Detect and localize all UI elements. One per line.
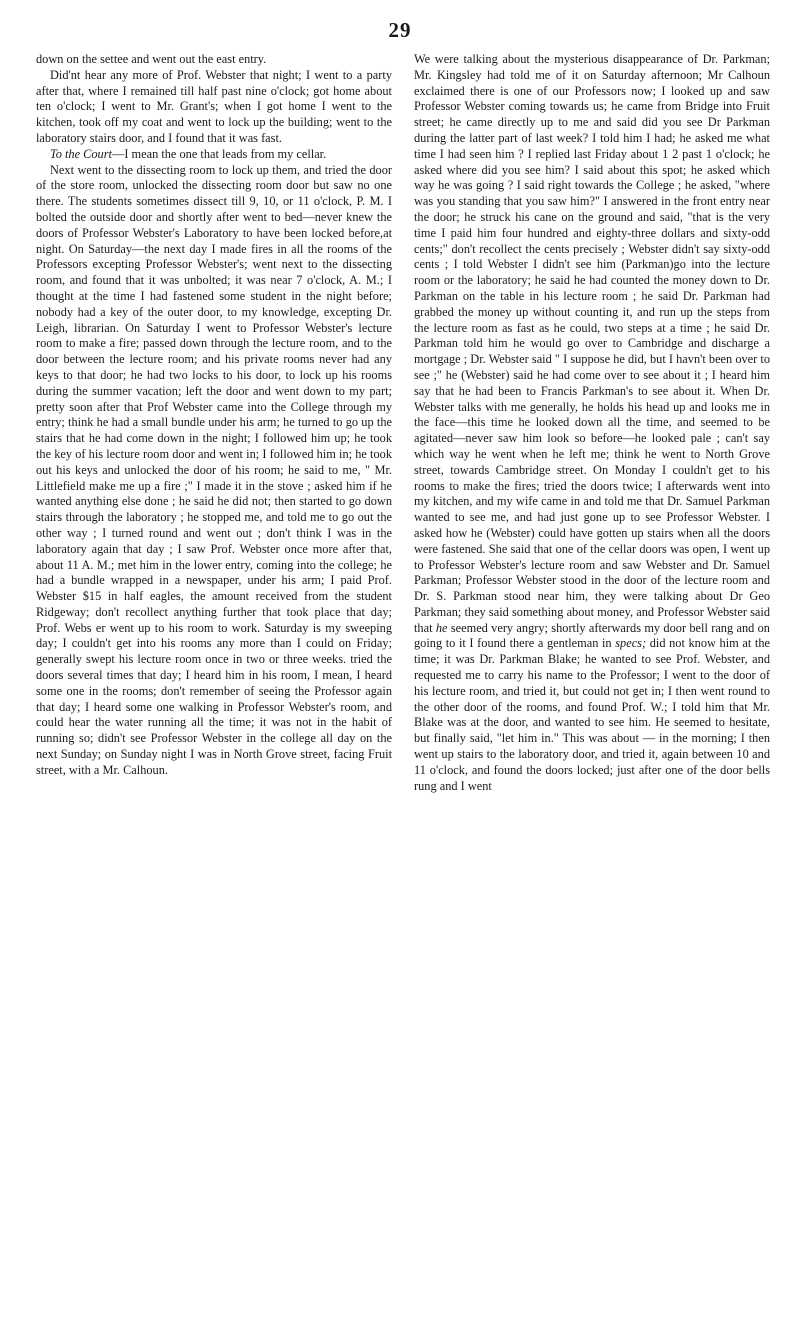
left-paragraph-3-text: —I mean the one that leads from my cellar. — [111, 146, 327, 161]
right-paragraph-1-end: did not know him at the time; it was Dr. Parkman Blake; he wanted to see Prof. Webster, and requested me to carry his name to the Professor; I went to the door of his lecture room, and tried it, but could not get in; I then went round to the other door of the rooms, and found Prof. W.; I told him that Mr. Blake was at the door, and wanted to see him. He seemed to hesitate, but finally said, "let him in." This was about — in the morning; I then went up stairs to the laboratory door, and tried it, again between 10 and 11 o'clock, and found the doors locked; just after one of the door bells rung and I went — [414, 636, 770, 793]
italic-specs: specs; — [615, 636, 647, 651]
right-paragraph-1-text: We were talking about the mysterious disappearance of Dr. Parkman; Mr. Kingsley had told me of it on Saturday afternoon; Mr Calhoun exclaimed there is one of our Professors now; I looked up and saw Professor Webster coming towards us; he came from Bridge into Fruit street; he came directly up to me and said did you see Dr Parkman during the latter part of last week? I told him I had; he asked me what time I had seen him ? I replied last Friday about 1 2 past 1 o'clock; he asked where did you see him? I said about this spot; he asked which way he was going ? I said right towards the College ; he asked, "where was you standing that you saw him?" I answered in the front entry near the door; he struck his cane on the ground and said, "that is the very time I paid him four hundred and eighty-three dollars and sixty-odd cents;" don't recollect the cents precisely ; Webster didn't say sixty-odd cents ; I told Webster I didn't see him (Parkman)go into the lecture room or the laboratory; he said he had counted the money down to Dr. Parkman on the table in his lecture room ; he said Dr. Parkman had grabbed the money up without counting it, and run up the steps from the lecture room as fast as he could, two steps at a time ; he said Dr. Parkman told him he would go over to Cambridge and discharge a mortgage ; Dr. Webster said " I suppose he did, but I havn't been over to see ;" he (Webster) said he had come over to see about it ; I heard him say that he had been to Francis Parkman's to see about it. When Dr. Webster talks with me generally, he holds his head up and looks me in the face—this time he looked down all the time, and seemed to be agitated—never saw him look so before—he looked pale ; can't say which way he went when he left me; think he went to North Grove street, towards Cambridge street. On Monday I couldn't get to his rooms to make the fires; tried the doors twice; I afterwards went into my kitchen, and my wife came in and told me that Dr. Samuel Parkman wanted to see me, and had just gone up to see Professor Webster. I asked how he (Webster) could have gotten up stairs when all the doors were fastened. She said that one of the cellar doors was open, I went up to Professor Webster's lecture room and saw Webster and Dr. Samuel Parkman; Professor Webster stood in the door of the lecture room and Dr. S. Parkman stood near him, they were talking about Dr Geo Parkman; they said something about money, and Professor Webster said that — [414, 52, 770, 635]
italic-he: he — [435, 620, 448, 635]
page-number: 29 — [388, 18, 412, 42]
left-column — [36, 52, 392, 1306]
left-paragraph-2: Did'nt hear any more of Prof. Webster that night; I went to a party after that, where I remained till half past nine o'clock; got home about ten o'clock; I went to Mr. Grant's; when I got home I went to the kitchen, took off my coat and went to lock up the building; went to the laboratory stairs door, and I found that it was fast. — [36, 67, 392, 145]
right-paragraph-1-tail: seemed very angry; shortly afterwards my door bell rang and on going to it I found there a gentleman in — [414, 620, 770, 651]
left-paragraph-4: Next went to the dissecting room to lock up them, and tried the door of the store room, unlocked the dissecting room door but saw no one there. The students sometimes dissect till 9, 10, or 11 o'clock, P. M. I bolted the outside door and shortly after went to bed—never knew the doors of Professor Webster's Laboratory to have been locked before,at night. On Saturday—the next day I made fires in all the rooms of the Professors excepting Professor Webster's; went next to the dissecting room, and found that it was unbolted; it was near 7 o'clock, A. M.; I thought at the time I had fastened some student in the night before; nobody had a key of the outer door, to my knowledge, excepting Dr. Leigh, librarian. On Saturday I went to Professor Webster's lecture room to make a fire; passed down through the lecture room, and to the door between the lecture room; and his private rooms never had any keys to that door; he had two locks to his door, to lock up his rooms during the summer vacation; left the door and went down to my part; pretty soon after that Prof Webster came into the College through my entry; think he had a small bundle under his arm; he turned to go up the stairs that he had come down in the night; I followed him up; he took the key of his lecture room door and went in; I followed him in; he took out his keys and unlocked the door of his room; he said to me, " Mr. Littlefield make me up a fire ;" I made it in the stove ; asked him if he wanted anything else done ; he said he did not; then started to go down stairs through the laboratory ; he stopped me, and told me to go out the other way ; I turned round and went out ; don't think I was in the laboratory again that day ; I saw Prof. Webster once more after that, about 11 A. M.; met him in the lower entry, coming into the college; he had a bundle wrapped in a newspaper, under his arm; I paid Prof. Webster $15 in half eagles, the amount received from the student Ridgeway; don't recollect anything further that took place that day; Prof. Webs er went up to his room to work. Saturday is my sweeping day; I couldn't get into his rooms any more than I could on Friday; generally swept his lecture room once in two or three weeks. tried the doors several times that day; I heard him in his room, I mean, I heard some one in the rooms; don't remember of seeing the Professor again that day; I heard some one walking in Professor Webster's room, and could hear the water running all the time; it was not in the habit of running so; didn't see Professor Webster in the college all day on the next Sunday; on Sunday night I was in North Grove street, facing Fruit street, with a Mr. Calhoun. — [36, 162, 392, 777]
text-columns — [36, 52, 770, 1306]
right-paragraph-1 — [414, 52, 770, 794]
left-paragraph-3 — [36, 147, 392, 163]
to-the-court-label: To the Court — [50, 146, 112, 161]
left-paragraph-1: down on the settee and went out the east entry. — [36, 52, 267, 66]
right-column — [414, 52, 770, 1306]
